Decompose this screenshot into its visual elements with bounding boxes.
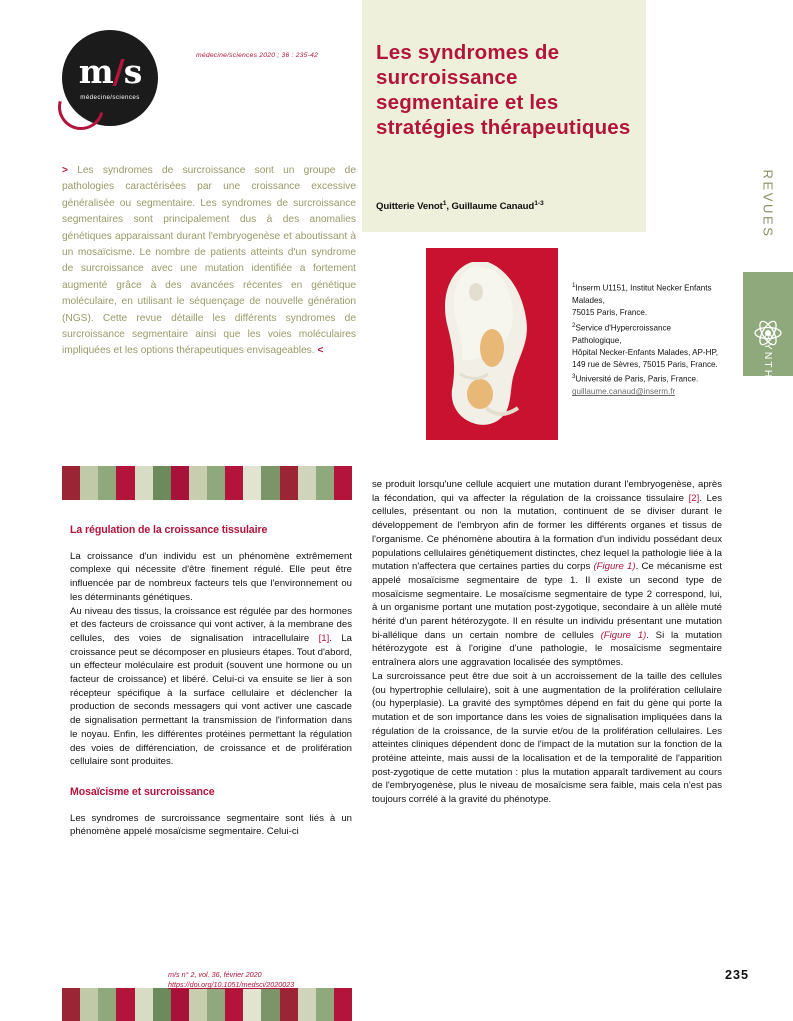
rule-bar-segment bbox=[80, 988, 98, 1021]
paragraph-mosaicisme-1: Les syndromes de surcroissance segmentaire sont liés à un phénomène appelé mosaïcisme segmentaire. Celui-ci bbox=[70, 812, 352, 838]
rule-bar-segment bbox=[225, 988, 243, 1021]
tab-revues-label: REVUES bbox=[760, 169, 776, 239]
rule-bar-segment bbox=[98, 466, 116, 500]
logo-mark: m/s bbox=[78, 52, 142, 91]
rule-bar-segment bbox=[261, 466, 279, 500]
tab-revues[interactable] bbox=[743, 138, 793, 270]
affiliations bbox=[572, 280, 722, 399]
section-heading-regulation: La régulation de la croissance tissulaire bbox=[70, 524, 268, 536]
abstract bbox=[62, 163, 356, 360]
tab-synthese-label-wrap bbox=[743, 330, 793, 410]
rule-bar-segment bbox=[62, 466, 80, 500]
corresponding-email[interactable]: guillaume.canaud@inserm.fr bbox=[572, 387, 676, 397]
abstract-open-marker: > bbox=[62, 165, 68, 176]
footer-citation-line1: m/s n° 2, vol. 36, février 2020 bbox=[168, 970, 262, 979]
rule-bar-segment bbox=[189, 988, 207, 1021]
affiliation-3: $^3$Université de Paris, Paris, France. bbox=[572, 373, 699, 385]
rule-bar-segment bbox=[189, 466, 207, 500]
rule-bar-segment bbox=[298, 988, 316, 1021]
rule-bar-segment bbox=[243, 988, 261, 1021]
affiliation-1: $^1$Inserm U1151, Institut Necker Enfants Malades, bbox=[572, 282, 712, 305]
rule-bar-segment bbox=[334, 988, 352, 1021]
rule-bar-bottom bbox=[62, 988, 352, 1021]
rule-bar-top bbox=[62, 466, 352, 500]
logo-subtitle: médecine/sciences bbox=[80, 94, 140, 101]
figure-ref-1a[interactable]: (Figure 1) bbox=[593, 561, 636, 573]
tab-synthese-label: SYNTHÈSE bbox=[762, 333, 774, 407]
issue-citation: médecine/sciences 2020 ; 36 : 235-42 bbox=[196, 52, 319, 59]
rule-bar-segment bbox=[116, 466, 134, 500]
footer-citation bbox=[168, 970, 294, 990]
page-number: 235 bbox=[724, 968, 749, 982]
affiliation-2b: Hôpital Necker-Enfants Malades, AP-HP, 149 rue de Sèvres, 75015 Paris, France. bbox=[572, 347, 719, 370]
rule-bar-segment bbox=[80, 466, 98, 500]
abstract-close-marker: < bbox=[317, 345, 324, 357]
paragraph-right-1: se produit lorsqu'une cellule acquiert une mutation durant l'embryogenèse, après la fécondation, qui va affecter la régulation de la croissance tissulaire [2]. Les cellules, présentant ou non la mutation, continuent de se diviser durant le développement de l'embryon afin de former les différents organes et tissus de l'organisme. Ce phénomène aboutira à la formation d'un individu possédant deux populations cellulaires génétiquement distinctes, chez lequel la pathologie liée à la mutation n'affectera que certaines parties du corps (Figure 1). Ce mécanisme est appelé mosaïcisme segmentaire de type 1. Il existe un second type de mosaïcisme segmentaire. Le mosaïcisme segmentaire de type 2 correspond, lui, à un organisme portant une mutation post-zygotique, secondaire à un allèle muté hérité d'un parent hétérozygote. Il en résulte un individu présentant une mutation bi-allélique dans un certain nombre de cellules (Figure 1). Si la mutation hétérozygote est à l'origine d'une pathologie, le mosaïcisme segmentaire entraînera alors une aggravation localisée des symptômes. bbox=[372, 479, 723, 669]
rule-bar-segment bbox=[153, 466, 171, 500]
affiliation-1b: 75015 Paris, France. bbox=[572, 308, 648, 318]
rule-bar-segment bbox=[153, 988, 171, 1021]
embryo-figure bbox=[426, 248, 558, 440]
reference-2[interactable]: [2] bbox=[688, 492, 700, 504]
rule-bar-segment bbox=[261, 988, 279, 1021]
rule-bar-segment bbox=[62, 988, 80, 1021]
reference-1[interactable]: [1] bbox=[318, 632, 330, 644]
figure-ref-1b[interactable]: (Figure 1) bbox=[600, 629, 647, 641]
rule-bar-segment bbox=[316, 988, 334, 1021]
rule-bar-segment bbox=[316, 466, 334, 500]
paragraph-regulation-2: Au niveau des tissus, la croissance est régulée par des hormones et des facteurs de croissance qui vont activer, à la membrane des cellules, des voies de signalisation intracellulaire [1]. La croissance peut se décomposer en plusieurs étapes. Tout d'abord, un effecteur moléculaire est produit (souvent une hormone ou un facteur de croissance) et libéré. Celui-ci va ensuite se lier à son récepteur spécifique à la surface cellulaire et déclencher la production de seconds messagers qui vont activer une cascade de signalisation permettant la transmission de l'information dans le noyau. Enfin, les différentes protéines permettant la régulation des voies de différenciation, de croissance et de prolifération cellulaire sont produites. bbox=[70, 605, 352, 768]
rule-bar-segment bbox=[116, 988, 134, 1021]
footer-doi-link[interactable]: https://doi.org/10.1051/medsci/2020023 bbox=[168, 980, 295, 989]
rule-bar-segment bbox=[207, 466, 225, 500]
affiliation-2: $^2$Service d'Hypercroissance Pathologique, bbox=[572, 321, 672, 345]
rule-bar-segment bbox=[334, 466, 352, 500]
rule-bar-segment bbox=[171, 466, 189, 500]
rule-bar-segment bbox=[280, 466, 298, 500]
rule-bar-segment bbox=[135, 988, 153, 1021]
author-list: Quitterie Venot$^1$, Guillaume Canaud$^{1-3}$ bbox=[376, 200, 544, 213]
paragraph-regulation-1: La croissance d'un individu est un phénomène extrêmement complexe qui nécessite d'être finement régulé. Elle peut être influencée par de nombreux facteurs tels que l'environnement ou les déterminants génétiques. bbox=[70, 550, 352, 603]
rule-bar-segment bbox=[98, 988, 116, 1021]
rule-bar-segment bbox=[171, 988, 189, 1021]
rule-bar-segment bbox=[298, 466, 316, 500]
rule-bar-segment bbox=[225, 466, 243, 500]
right-column bbox=[372, 478, 722, 807]
page-title: Les syndromes de surcroissance segmentaire et les stratégies thérapeutiques bbox=[376, 41, 631, 139]
rule-bar-segment bbox=[243, 466, 261, 500]
rule-bar-segment bbox=[207, 988, 225, 1021]
abstract-text: Les syndromes de surcroissance sont un groupe de pathologies caractérisées par une croissance excessive généralisée ou segmentaire. Les syndromes de surcroissance segmentaires sont principalement dus à des anomalies génétiques apparaissant durant l'embryogenèse et aboutissant à un mosaïcisme. Le nombre de patients atteints d'un syndrome de surcroissance avec une mutation identifiée a fortement augmenté grâce à des avancées récentes en génétique moléculaire, en utilisant le séquençage de nouvelle génération (NGS). Cette revue détaille les différents syndromes de surcroissance segmentaire ainsi que les voies moléculaires impliquées et les options thérapeutiques envisageables. bbox=[62, 165, 356, 357]
section-heading-mosaicisme: Mosaïcisme et surcroissance bbox=[70, 785, 215, 798]
left-column bbox=[70, 524, 352, 839]
rule-bar-segment bbox=[135, 466, 153, 500]
rule-bar-segment bbox=[280, 988, 298, 1021]
paragraph-right-2: La surcroissance peut être due soit à un accroissement de la taille des cellules (ou hypertrophie cellulaire), soit à une augmentation de la prolifération cellulaire (ou hyperplasie). La gravité des symptômes dépend en fait du gène qui porte la mutation et de son importance dans les voies de signalisation impliquées dans la régulation de la croissance, de la survie et/ou de la prolifération cellulaires. Les atteintes cliniques dépendent donc de l'impact de la mutation sur la fonction de la protéine atteinte, mais aussi de la localisation et de la temporalité de l'apparition post-zygotique de cette mutation : plus la mutation apparaît tardivement au cours de l'embryogenèse, plus le niveau de mosaïcisme sera faible, mais cela n'est pas toujours corrélé à la gravité du phénotype. bbox=[372, 670, 722, 806]
embryo-illustration bbox=[426, 248, 558, 440]
